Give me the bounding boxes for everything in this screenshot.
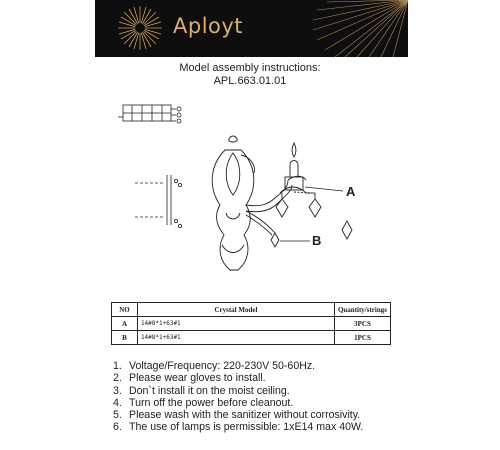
list-item-number: 5. bbox=[113, 409, 122, 422]
terminal-block-icon bbox=[118, 105, 181, 123]
list-item-text: Please wash with the sanitizer without corrosivity. bbox=[129, 409, 361, 422]
list-item bbox=[113, 409, 363, 421]
sconce-illustration bbox=[212, 136, 352, 270]
column-header-model: Crystal Model bbox=[137, 303, 334, 317]
callout-a-label: A bbox=[346, 184, 356, 199]
callout-b-label: B bbox=[312, 233, 322, 248]
instructions-list bbox=[113, 360, 363, 434]
brand-name: Aployt bbox=[173, 14, 244, 38]
assembly-drawing bbox=[110, 95, 390, 280]
row-qty-cell: 3PCS bbox=[334, 317, 390, 331]
mounting-bracket-icon bbox=[135, 175, 182, 228]
list-item-number: 3. bbox=[113, 384, 122, 397]
table-row bbox=[112, 331, 391, 345]
crystal-parts-table bbox=[111, 302, 391, 345]
list-item-number: 1. bbox=[113, 360, 122, 372]
model-number: APL.663.01.01 bbox=[213, 75, 287, 87]
list-item bbox=[113, 421, 363, 433]
row-model-cell: 14#8*1+63#1 bbox=[137, 331, 334, 345]
list-item-number: 6. bbox=[113, 421, 122, 434]
row-no-cell: A bbox=[112, 317, 138, 331]
table-row bbox=[112, 317, 391, 331]
row-model-cell: 14#8*1+63#1 bbox=[137, 317, 334, 331]
page-title: Model assembly instructions: bbox=[179, 62, 321, 74]
list-item-text: Turn off the power before cleanout. bbox=[129, 396, 294, 409]
list-item-text: Voltage/Frequency: 220-230V 50-60Hz. bbox=[129, 360, 316, 372]
list-item-text: Please wear gloves to install. bbox=[129, 372, 266, 385]
column-header-no: NO bbox=[112, 303, 138, 317]
list-item bbox=[113, 360, 363, 372]
column-header-qty: Quantity/strings bbox=[334, 303, 390, 317]
brand-banner bbox=[95, 0, 408, 57]
row-qty-cell: 1PCS bbox=[334, 331, 390, 345]
list-item bbox=[113, 372, 363, 384]
table-header-row bbox=[112, 303, 391, 317]
list-item-number: 2. bbox=[113, 372, 122, 385]
list-item bbox=[113, 385, 363, 397]
list-item bbox=[113, 397, 363, 409]
row-no-cell: B bbox=[112, 331, 138, 345]
list-item-text: The use of lamps is permissible: 1xE14 max 40W. bbox=[129, 421, 364, 434]
sunburst-logo-icon bbox=[95, 0, 408, 57]
list-item-text: Don`t install it on the moist ceiling. bbox=[129, 384, 290, 397]
list-item-number: 4. bbox=[113, 396, 122, 409]
